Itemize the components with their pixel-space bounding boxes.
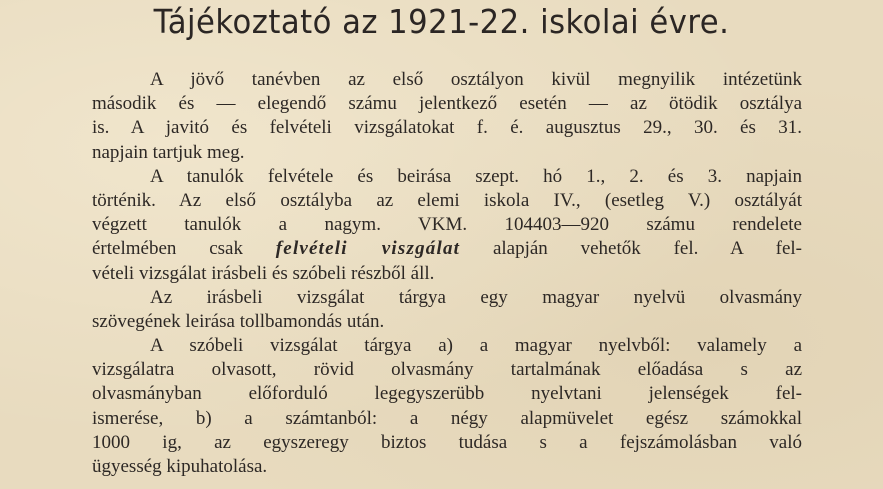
text-line: szövegének leirása tollbamondás után. [92,310,385,332]
text-fragment: alapján vehetők fel. A fel- [492,238,802,260]
text-line: második és — elegendő számu jelentkező esetén — az ötödik osztálya [92,93,802,115]
text-line: történik. Az első osztályba az elemi iskola IV., (esetleg V.) osztályát [92,189,802,211]
text-line-composite [92,237,802,261]
document-body [92,68,802,479]
text-line: napjain tartjuk meg. [92,141,245,163]
text-line: ismerése, b) a számtanból: a négy alapmüvelet egész számokkal [92,407,802,429]
text-line: végzett tanulók a nagym. VKM. 104403—920 számu rendelete [92,214,802,236]
text-line: A szóbeli vizsgálat tárgya a) a magyar nyelvből: valamely a [150,335,802,357]
cropped-next-line [168,480,288,489]
text-line: 1000 ig, az egyszeregy biztos tudása s a fejszámolásban való [92,431,802,453]
page-title: Tájékoztató az 1921-22. iskolai évre. [153,2,730,41]
text-line: A tanulók felvétele és beirása szept. hó 1., 2. és 3. napjain [150,165,802,187]
text-line: ügyesség kipuhatolása. [92,456,268,477]
emphasized-phrase: felvételi viszgálat [275,238,461,260]
text-line: vételi vizsgálat irásbeli és szóbeli részből áll. [92,262,435,284]
text-line: A jövő tanévben az első osztályon kivül megnyilik intézetünk [150,69,802,90]
text-line: is. A javitó és felvételi vizsgálatokat f. é. augusztus 29., 30. és 31. [92,117,802,139]
text-fragment: értelmében csak [92,238,243,260]
text-line: vizsgálatra olvasott, rövid olvasmány tartalmának előadása s az [92,359,802,381]
text-line: Az irásbeli vizsgálat tárgya egy magyar nyelvü olvasmány [150,286,802,308]
text-line: olvasmányban előforduló legegyszerübb nyelvtani jelenségek fel- [92,383,802,405]
